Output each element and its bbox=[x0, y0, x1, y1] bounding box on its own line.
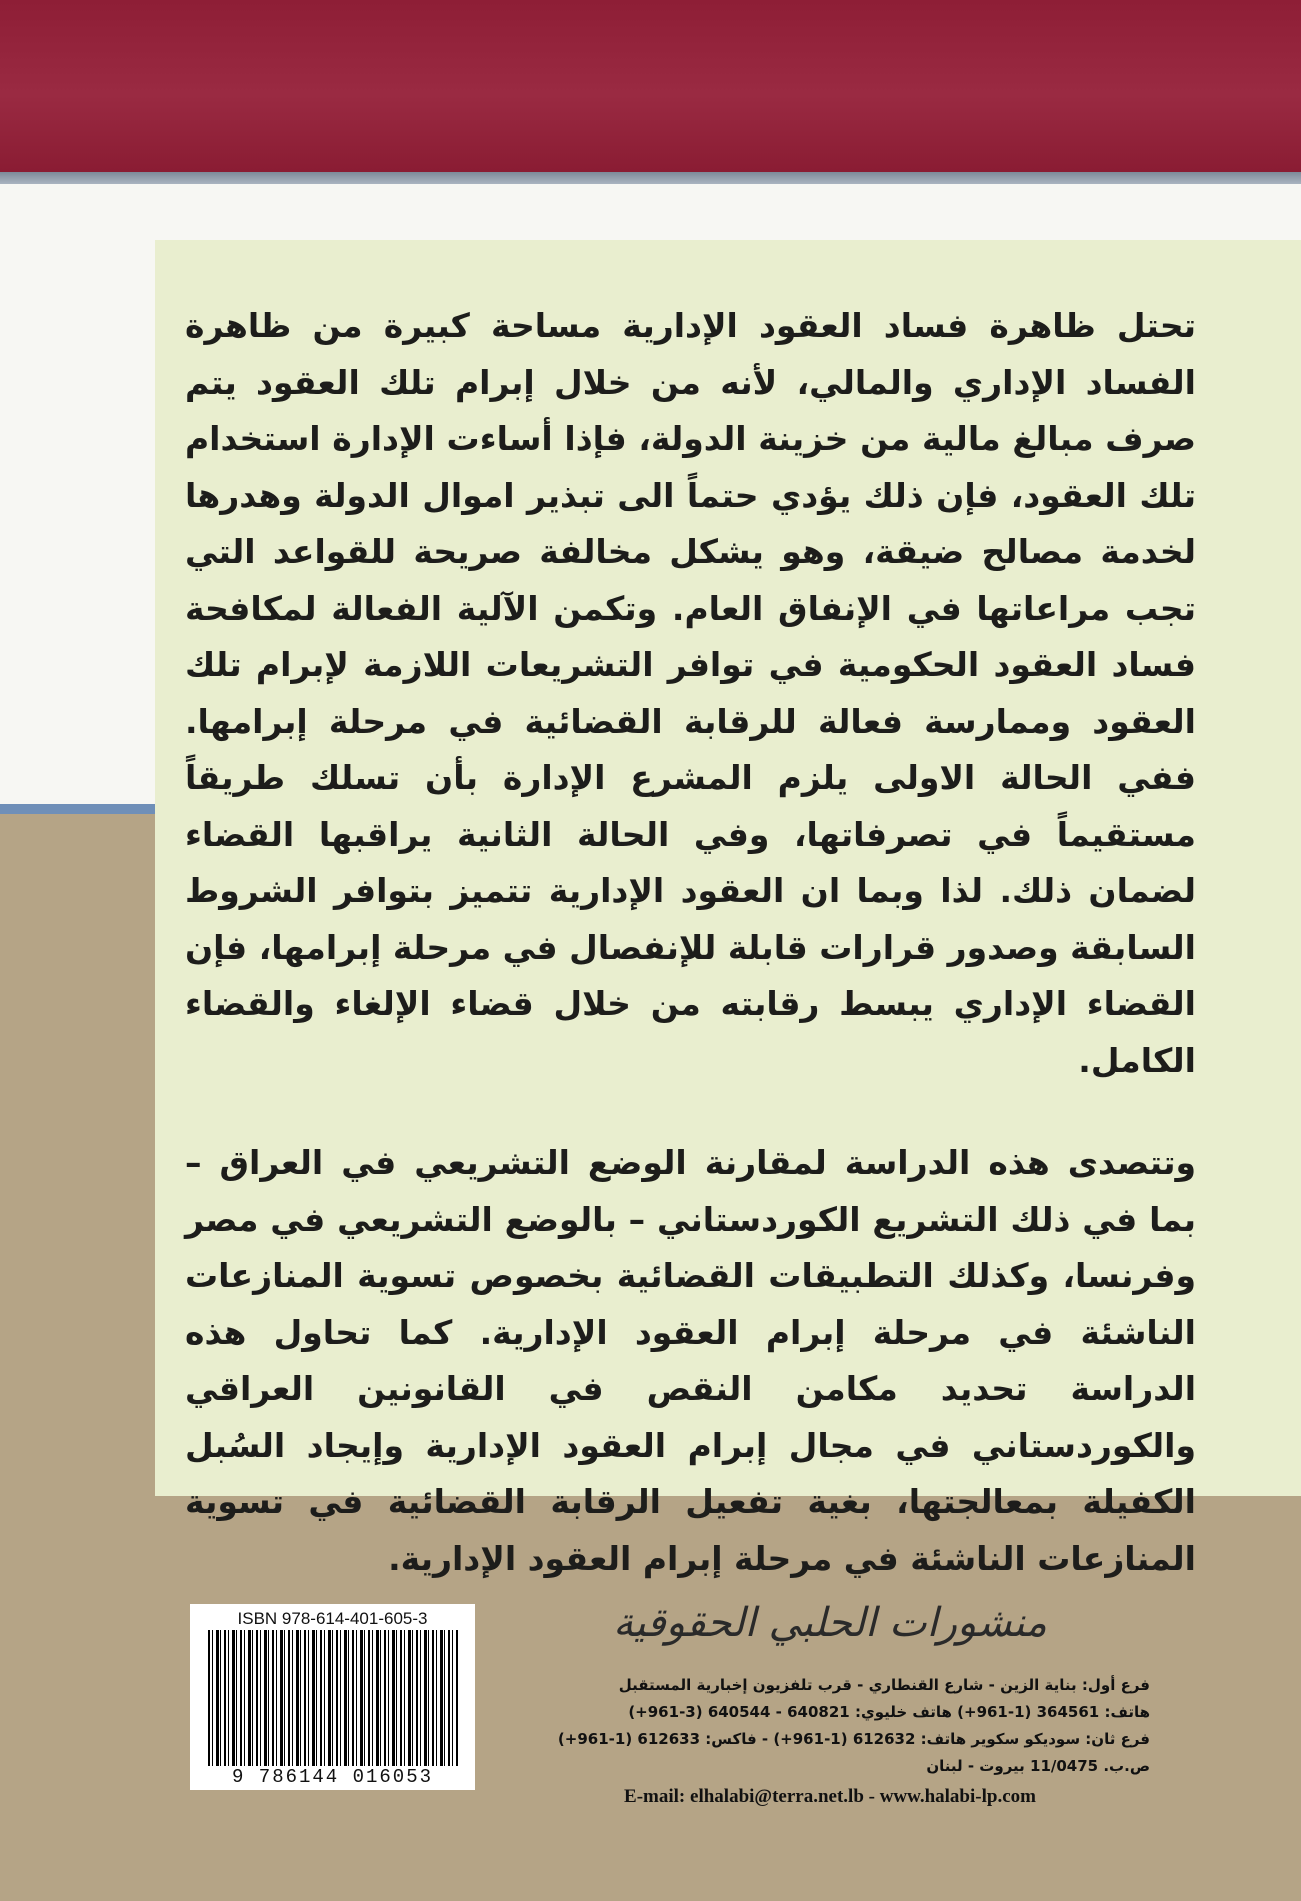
blurb-paragraph-1: تحتل ظاهرة فساد العقود الإدارية مساحة كبيرة من ظاهرة الفساد الإداري والمالي، لأنه من خلال إبرام تلك العقود يتم صرف مبالغ مالية من خزينة الدولة، فإذا أساءت الإدارة استخدام تلك العقود، فإن ذلك يؤدي حتماً الى تبذير اموال الدولة وهدرها لخدمة مصالح ضيقة، وهو يشكل مخالفة صريحة للقواعد التي تجب مراعاتها في الإنفاق العام. وتكمن الآلية الفعالة لمكافحة فساد العقود الحكومية في توافر التشريعات اللازمة لإبرام تلك العقود وممارسة فعالة للرقابة القضائية في مرحلة إبرامها. ففي الحالة الاولى يلزم المشرع الإدارة بأن تسلك طريقاً مستقيماً في تصرفاتها، وفي الحالة الثانية يراقبها القضاء لضمان ذلك. لذا وبما ان العقود الإدارية تتميز بتوافر الشروط السابقة وصدور قرارات قابلة للإنفصال في مرحلة إبرامها، فإن القضاء الإداري يبسط رقابته من خلال قضاء الإلغاء والقضاء الكامل. bbox=[185, 306, 1196, 1080]
publisher-phones-1: هاتف: 364561 (1-961+) هاتف خليوي: 640821 - 640544 (3-961+) bbox=[628, 1703, 1150, 1721]
publisher-contact: E-mail: elhalabi@terra.net.lb - www.halabi-lp.com bbox=[624, 1786, 1036, 1807]
barcode-bars bbox=[208, 1630, 458, 1766]
publisher-branch-1: فرع أول: بناية الزين - شارع القنطاري - قرب تلفزيون إخبارية المستقبل bbox=[618, 1676, 1150, 1694]
publisher-logo-text: منشورات الحلبي الحقوقية bbox=[613, 1600, 1047, 1646]
publisher-branch-2: فرع ثان: سوديكو سكوير هاتف: 612632 (1-961+) - فاكس: 612633 (1-961+) bbox=[557, 1730, 1150, 1748]
blurb-panel bbox=[155, 240, 1301, 1578]
top-accent-stripe bbox=[0, 172, 1301, 184]
top-color-band bbox=[0, 0, 1301, 172]
publisher-info bbox=[510, 1600, 1150, 1808]
publisher-po-box: ص.ب. 11/0475 بيروت - لبنان bbox=[926, 1757, 1150, 1775]
barcode-digits: 9 786144 016053 bbox=[231, 1766, 434, 1788]
blurb-paragraph-2: وتتصدى هذه الدراسة لمقارنة الوضع التشريعي في العراق – بما في ذلك التشريع الكوردستاني – بالوضع التشريعي في مصر وفرنسا، وكذلك التطبيقات القضائية بخصوص تسوية المنازعات الناشئة في مرحلة إبرام العقود الإدارية. كما تحاول هذه الدراسة تحديد مكامن النقص في القانونين العراقي والكوردستاني في مجال إبرام العقود الإدارية وإيجاد السُبل الكفيلة بمعالجتها، بغية تفعيل الرقابة القضائية في تسوية المنازعات الناشئة في مرحلة إبرام العقود الإدارية. bbox=[185, 1143, 1196, 1578]
isbn-barcode bbox=[190, 1604, 475, 1790]
isbn-label: ISBN 978-614-401-605-3 bbox=[237, 1609, 428, 1628]
